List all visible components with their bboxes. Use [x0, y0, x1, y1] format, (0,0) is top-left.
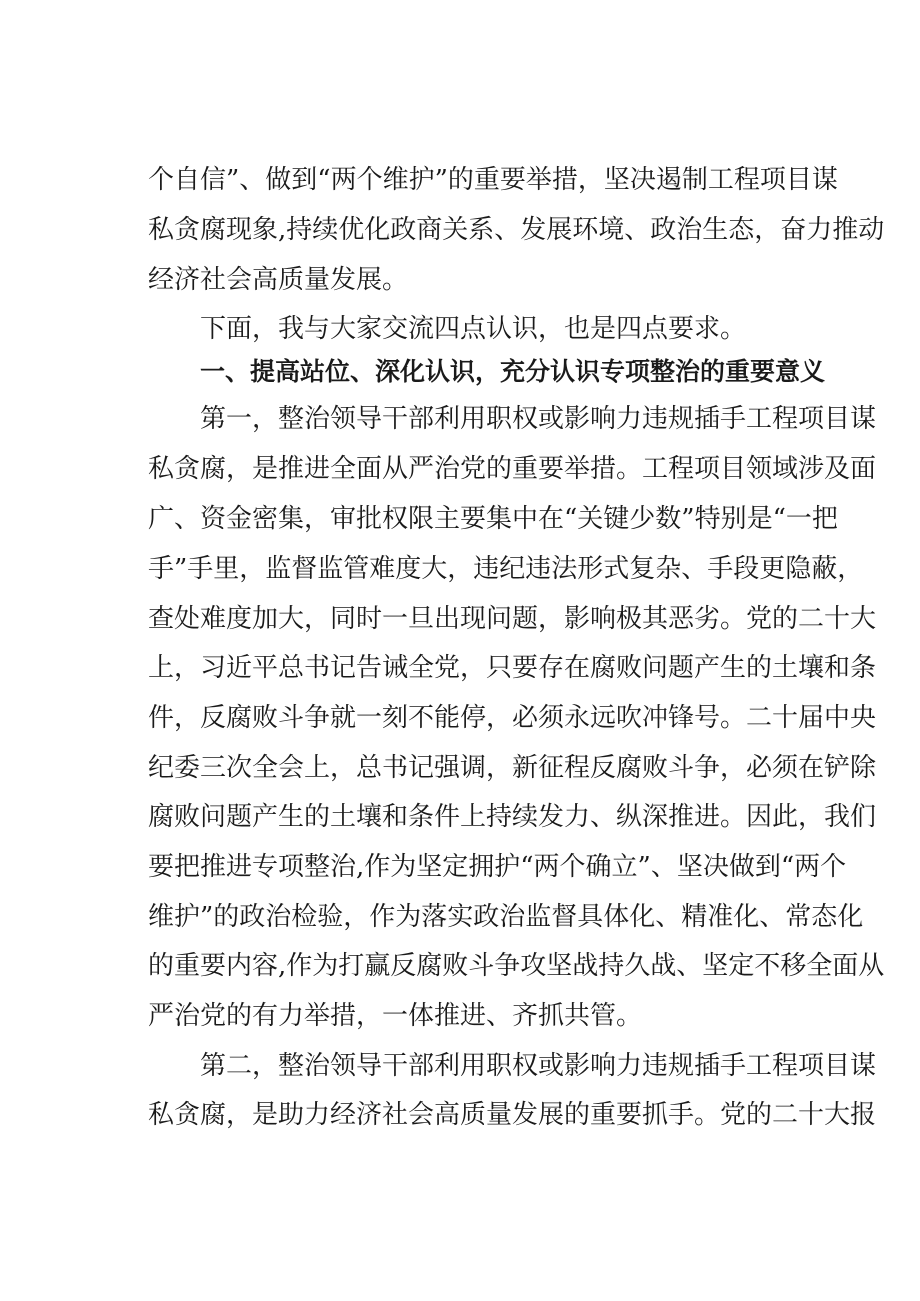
- text-line: 的重要内容,作为打赢反腐败斗争攻坚战持久战、坚定不移全面从: [148, 951, 885, 981]
- text-line: 查处难度加大，同时一旦出现问题，影响极其恶劣。党的二十大: [148, 604, 877, 634]
- text-line: 第一，整治领导干部利用职权或影响力违规插手工程项目谋: [200, 404, 877, 434]
- text-line: 经济社会高质量发展。: [148, 265, 409, 295]
- text-line: 腐败问题产生的土壤和条件上持续发力、纵深推进。因此，我们: [148, 802, 877, 832]
- text-line: 个自信”、做到“两个维护”的重要举措，坚决遏制工程项目谋: [148, 165, 838, 195]
- text-line: 要把推进专项整治,作为坚定拥护“两个确立”、坚决做到“两个: [148, 852, 847, 882]
- text-line: 广、资金密集，审批权限主要集中在“关键少数”特别是“一把: [148, 504, 838, 534]
- text-line: 第二，整治领导干部利用职权或影响力违规插手工程项目谋: [200, 1051, 877, 1081]
- text-line: 维护”的政治检验，作为落实政治监督具体化、精准化、常态化: [148, 902, 864, 932]
- text-line: 件，反腐败斗争就一刻不能停，必须永远吹冲锋号。二十届中央: [148, 703, 877, 733]
- text-line: 严治党的有力举措，一体推进、齐抓共管。: [148, 1001, 643, 1031]
- text-line: 上，习近平总书记告诫全党，只要存在腐败问题产生的土壤和条: [148, 653, 877, 683]
- text-line: 下面，我与大家交流四点认识，也是四点要求。: [200, 314, 747, 344]
- text-line: 纪委三次全会上，总书记强调，新征程反腐败斗争，必须在铲除: [148, 753, 877, 783]
- text-line: 私贪腐现象,持续优化政商关系、发展环境、政治生态，奋力推动: [148, 215, 885, 245]
- text-line: 手”手里，监督监管难度大，违纪违法形式复杂、手段更隐蔽，: [148, 554, 864, 584]
- text-line: 私贪腐，是推进全面从严治党的重要举措。工程项目领域涉及面: [148, 454, 877, 484]
- section-heading: 一、提高站位、深化认识，充分认识专项整治的重要意义: [200, 357, 826, 386]
- text-line: 私贪腐，是助力经济社会高质量发展的重要抓手。党的二十大报: [148, 1100, 877, 1130]
